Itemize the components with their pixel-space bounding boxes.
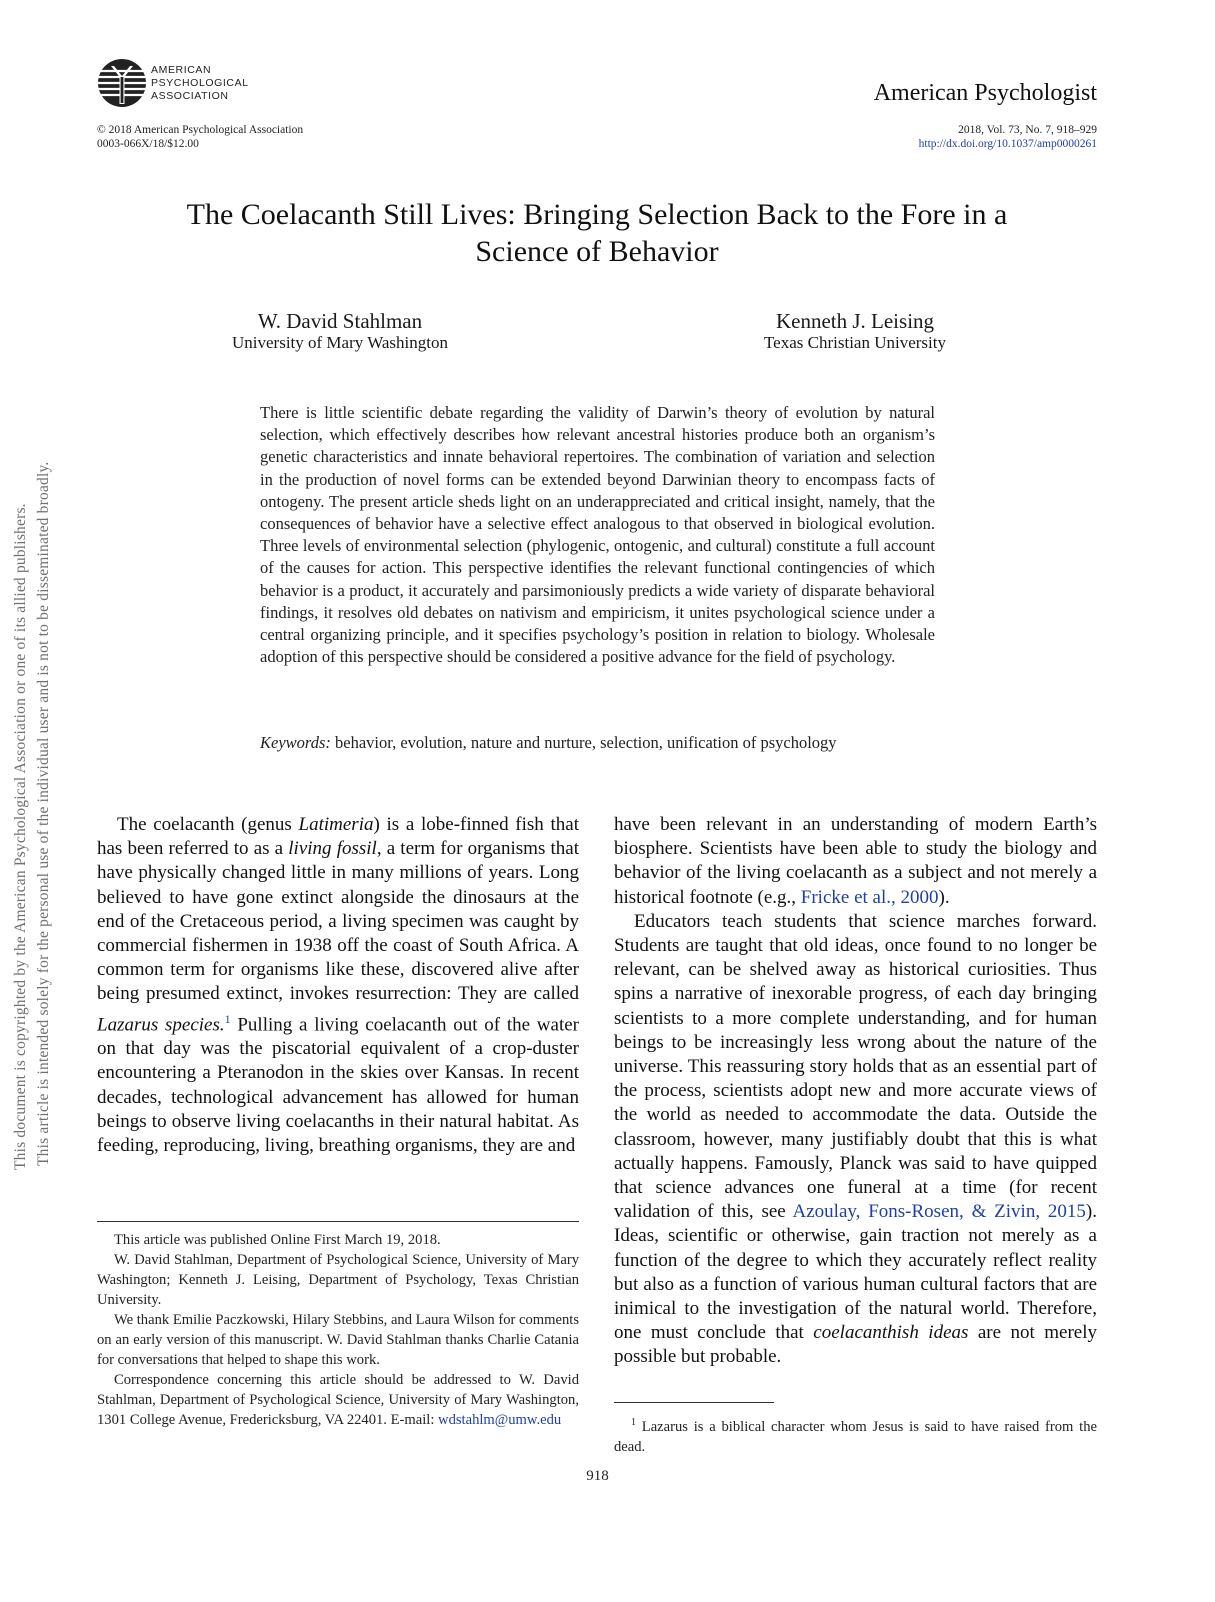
author-name: Kenneth J. Leising bbox=[775, 309, 935, 333]
footnote-text: $^1$ Lazarus is a biblical character whom Jesus is said to have raised from the dead. bbox=[614, 1417, 1097, 1455]
keywords-label: Keywords: bbox=[260, 733, 331, 752]
author-note-published: This article was published Online First March 19, 2018. bbox=[114, 1232, 441, 1248]
author-note-correspondence: Correspondence concerning this article should be addressed to W. David Stahlman, Department of Psychological Science, University of Mary Washington, 1301 College Avenue, Fredericksburg, VA 22401. E-mail: wdstahlm@umw.edu bbox=[97, 1372, 579, 1428]
journal-name: American Psychologist bbox=[873, 80, 1097, 106]
title-line-2: Science of Behavior bbox=[475, 235, 719, 268]
author-note-affiliations: W. David Stahlman, Department of Psychological Science, University of Mary Washington; Kenneth J. Leising, Department of Psychology, Texas Christian University. bbox=[97, 1252, 579, 1308]
body-paragraph: have been relevant in an understanding of modern Earth’s biosphere. Scientists have been able to study the biology and behavior of the living coelacanth as a subject and not merely a historical footnote (e.g., Fricke et al., 2000). bbox=[614, 814, 1097, 908]
body-paragraph: Educators teach students that science marches forward. Students are taught that old ideas, once found to no longer be relevant, can be shelved away as historical curiosities. Thus spins a narrative of inexorable progress, of each day bringing scientists to a more complete understanding, and for human beings to be increasingly less wrong about the nature of the universe. This reassuring story holds that as an essential part of the process, scientists adopt new and more accurate views of the world as needed to accommodate the data. Outside the classroom, however, many justifiably doubt that this is what actually happens. Famously, Planck was said to have quipped that science advances one funeral at a time (for recent validation of this, see Azoulay, Fons-Rosen, & Zivin, 2015). Ideas, scientific or otherwise, gain traction not merely as a function of the degree to which they accurately reflect reality but also as a function of various human cultural factors that are inimical to the investigation of the natural world. Therefore, one must conclude that coelacanthish ideas are not merely possible but probable. bbox=[614, 910, 1097, 1368]
body-paragraph: The coelacanth (genus Latimeria) is a lobe-finned fish that has been referred to as a living fossil, a term for organisms that have physically changed little in many millions of years. Long believed to have gone extinct alongside the dinosaurs at the end of the Cretaceous period, a living specimen was caught by commercial fishermen in 1938 off the coast of South Africa. A common term for organisms like these, discovered alive after being presumed extinct, invokes resurrection: They are called Lazarus species.$^1$ Pulling a living coelacanth out of the water on that day was the piscatorial equivalent of a crop-duster encountering a Pteranodon in the skies over Kansas. In recent decades, technological advancement has allowed for human beings to observe living coelacanths in their natural habitat. As feeding, reproducing, living, breathing organisms, they are and bbox=[97, 814, 579, 1156]
author-1 bbox=[170, 309, 510, 353]
abstract: There is little scientific debate regarding the validity of Darwin’s theory of evolution by natural selection, which effectively describes how relevant ancestral histories produce both an organism’s genetic characteristics and innate behavioral repertoires. The combination of variation and selection in the production of novel forms can be extended beyond Darwinian theory to encompass facts of ontogeny. The present article sheds light on an underappreciated and critical insight, namely, that the consequences of behavior have a selective effect analogous to that observed in biological evolution. Three levels of environmental selection (phylogenic, ontogenic, and cultural) constitute a full account of the causes for action. This perspective identifies the relevant functional contingencies of which behavior is a product, it accurately and parsimoniously predicts a wide variety of disparate behavioral findings, it resolves old debates on nativism and empiricism, it unites psychological science under a central organizing principle, and it specifies psychology’s position in relation to biology. Wholesale adoption of this perspective should be considered a positive advance for the field of psychology. bbox=[260, 403, 935, 667]
copyright-block bbox=[97, 123, 303, 151]
citation-link-azoulay[interactable]: Azoulay, Fons-Rosen, & Zivin, 2015 bbox=[792, 1201, 1086, 1223]
author-name: W. David Stahlman bbox=[257, 309, 423, 333]
author-affiliation: University of Mary Washington bbox=[232, 333, 448, 352]
body-column-left bbox=[97, 813, 579, 1158]
page-number: 918 bbox=[586, 1468, 609, 1484]
citation-link-fricke[interactable]: Fricke et al., 2000 bbox=[800, 886, 939, 908]
side-usage-notice: This article is intended solely for the personal use of the individual user and is not to be disseminated broadly. bbox=[35, 461, 52, 1166]
citation-line: 2018, Vol. 73, No. 7, 918–929 bbox=[958, 124, 1097, 136]
footnote-divider bbox=[614, 1402, 774, 1403]
article-title bbox=[97, 196, 1097, 270]
side-copyright-notice: This document is copyrighted by the American Psychological Association or one of its allied publishers. bbox=[12, 503, 29, 1170]
author-2 bbox=[685, 309, 1025, 353]
footnote-1 bbox=[614, 1413, 1097, 1457]
doi-link[interactable]: http://dx.doi.org/10.1037/amp0000261 bbox=[918, 138, 1097, 150]
keywords bbox=[260, 732, 935, 754]
author-affiliation: Texas Christian University bbox=[763, 333, 946, 352]
citation-block bbox=[919, 123, 1097, 151]
apa-logo-text bbox=[151, 64, 249, 103]
copyright-line: © 2018 American Psychological Association bbox=[97, 124, 304, 136]
author-note-thanks: We thank Emilie Paczkowski, Hilary Stebbins, and Laura Wilson for comments on an early version of this manuscript. W. David Stahlman thanks Charlie Catania for conversations that helped to shape this work. bbox=[97, 1312, 579, 1368]
email-link[interactable]: wdstahlm@umw.edu bbox=[438, 1412, 562, 1428]
logo-line-3: ASSOCIATION bbox=[151, 90, 229, 102]
footnote-number: 1 bbox=[631, 1417, 636, 1428]
footnote-ref-1[interactable]: 1 bbox=[224, 1011, 231, 1026]
keywords-text: behavior, evolution, nature and nurture, selection, unification of psychology bbox=[330, 733, 837, 752]
logo-line-1: AMERICAN bbox=[151, 64, 212, 76]
body-column-right bbox=[614, 813, 1097, 1370]
logo-line-2: PSYCHOLOGICAL bbox=[151, 77, 249, 89]
footnote-divider bbox=[97, 1221, 579, 1222]
issn-line: 0003-066X/18/$12.00 bbox=[97, 138, 199, 150]
title-line-1: The Coelacanth Still Lives: Bringing Selection Back to the Fore in a bbox=[186, 198, 1008, 231]
apa-logo-icon bbox=[97, 58, 147, 108]
author-notes bbox=[97, 1230, 579, 1430]
